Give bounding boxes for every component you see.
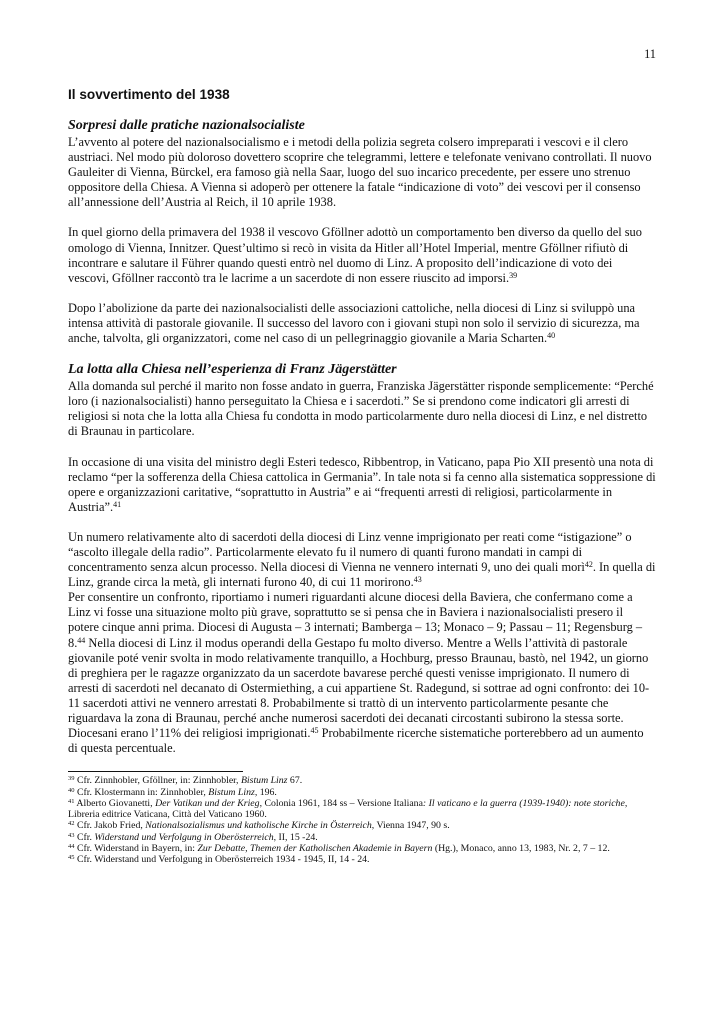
footnote-text: , Colonia 1961, 184 ss – Versione Italiana [259,797,423,809]
footnote-number: 43 [68,831,75,839]
footnote-number: 39 [68,775,75,783]
paragraph-text: In quel giorno della primavera del 1938 il vescovo Gföllner adottò un comportamento ben diverso da quello del suo omologo di Vienna, Innitzer. Quest’ultimo si recò in visita da Hitler all’Hotel Imperial, mentre Gföllner rifiutò di incontrare e salutare il Führer quando questi entrò nel duomo di Linz. A proposito dell’indicazione di voto dei vescovi, Gföllner raccontò tra le lacrime a un sacerdote di non essere riuscito ad imporsi. [68,225,642,285]
footnote [68,832,656,843]
paragraph [68,135,656,210]
page-number: 11 [644,47,656,61]
footnote-text: , Vienna 1947, 90 s. [371,820,450,832]
footnote-text: Cfr. Klostermann in: Zinnhobler, [76,786,209,798]
footnote-text: , 196. [254,786,277,798]
paragraph-text: Probabilmente ricerche sistematiche porterebbero ad un aumento di questa percentuale. [68,726,644,756]
footnote-text: Cfr. Widerstand und Verfolgung in Oberösterreich 1934 - 1945, II, 14 - 24. [76,854,370,866]
footnote-text: Cfr. Widerstand in Bayern, in: [76,843,198,855]
footnote-ref[interactable]: 45 [310,726,319,736]
footnote-divider [68,771,243,772]
paragraph-text: Nella diocesi di Linz il modus operandi della Gestapo fu molto diverso. Mentre a Wells l’attività di pastorale giovanile poté venir svolta in modo relativamente tranquillo, a Hochburg, presso Braunau, bastò, nel 1942, un giorno di preghiera per le ragazze organizzato da un sacerdote bavarese perché questi venisse imprigionato. Il numero di arresti di sacerdoti nel decanato di Ostermiething, a cui appartiene St. Radegund, si sottrae ad ogni confronto: dei 10-11 sacerdoti attivi ne vennero arrestati 8. Probabilmente si trattò di un intervento particolarmente pesante che riguardava la zona di Braunau, perché anche numerosi sacerdoti dei decanati circostanti subirono la stessa sorte. Diocesani erano l’11% dei religiosi imprigionati. [68,635,650,741]
footnote-text: (Hg.), Monaco, anno 13, 1983, Nr. 2, 7 – 12. [432,843,610,855]
footnote-title: Nationalsozialismus und katholische Kirche in Österreich [145,820,372,832]
footnote-number: 42 [68,820,75,828]
chapter-title: Il sovvertimento del 1938 [68,87,230,102]
footnote-text: , II, 15 -24. [273,831,318,843]
section-heading-1: Sorpresi dalle pratiche nazionalsocialiste [68,118,305,133]
footnote-title: Bistum Linz [240,775,288,787]
footnote [68,854,656,865]
footnote-text: Alberto Giovanetti, [76,797,156,809]
paragraph [68,455,656,515]
paragraph [68,379,656,439]
footnote [68,843,656,854]
footnote-title: Der Vatikan und der Krieg [155,797,260,809]
paragraph [68,225,656,285]
footnote-title: : Il vaticano e la guerra (1939-1940): note storiche [422,797,625,809]
footnote [68,798,656,821]
paragraph [68,530,656,590]
footnote-text: Cfr. [76,831,95,843]
footnote [68,787,656,798]
footnote-title: Zur Debatte, Themen der Katholischen Akademie in Bayern [197,843,433,855]
footnote-number: 44 [68,843,75,851]
footnote-ref[interactable]: 40 [547,331,556,341]
footnote-title: Widerstand und Verfolgung in Oberösterreich [94,831,274,843]
footnote-ref[interactable]: 39 [509,270,518,280]
paragraph-text: Alla domanda sul perché il marito non fosse andato in guerra, Franziska Jägerstätter risponde semplicemente: “Perché loro (i nazionalsocialisti) hanno perseguitato la Chiesa e i sacerdoti.” Se si prendono come indicatori gli arresti di religiosi si nota che la lotta alla Chiesa fu condotta in modo particolarmente duro nella diocesi di Linz, e nel distretto di Braunau in particolare. [68,379,654,439]
footnote-text: 67. [287,775,303,787]
footnote-text: , Libreria editrice Vaticana, Città del Vaticano 1960. [68,797,628,821]
footnote [68,820,656,831]
footnote-ref[interactable]: 42 [584,560,593,570]
footnote-text: Cfr. Zinnhobler, Gföllner, in: Zinnhobler, [76,775,241,787]
paragraph-text: . In quella di Linz, grande circa la metà, gli internati furono 40, di cui 11 morirono. [68,560,656,590]
footnote-ref[interactable]: 44 [77,635,86,645]
paragraph [68,301,656,346]
footnote-number: 45 [68,854,75,862]
footnote-number: 41 [68,797,75,805]
paragraph-text: L’avvento al potere del nazionalsocialismo e i metodi della polizia segreta colsero impreparati i vescovi e il clero austriaci. Nel modo più doloroso dovettero scoprire che telegrammi, lettere e telefonate venivano controllati. Il nuovo Gauleiter di Vienna, Bürckel, era famoso già nella Saar, luogo del suo incarico precedente, per essere uno strenuo oppositore della Chiesa. A Vienna si adoperò per ottenere la fatale “indicazione di voto” dei vescovi per il consenso all’annessione dell’Austria al Reich, il 10 aprile 1938. [68,135,652,210]
footnotes [68,775,656,865]
footnote-ref[interactable]: 43 [413,575,422,585]
section-heading-2: La lotta alla Chiesa nell’esperienza di Franz Jägerstätter [68,362,397,378]
footnote-ref[interactable]: 41 [113,499,122,509]
footnote [68,775,656,786]
page-content [68,86,656,866]
footnote-title: Bistum Linz [208,786,255,798]
paragraph-text: Per consentire un confronto, riportiamo i numeri riguardanti alcune diocesi della Baviera, che confermano come a Linz vi fosse una situazione molto più grave, soprattutto se si pensa che in Baviera i nazionalsocialisti presero il potere cinque anni prima. Diocesi di Augusta – 3 internati; Bamberga – 13; Monaco – 9; Passau – 11; Regensburg – 8. [68,590,643,650]
footnote-text: Cfr. Jakob Fried, [76,820,146,832]
footnote-number: 40 [68,786,75,794]
paragraph-text: Un numero relativamente alto di sacerdoti della diocesi di Linz venne imprigionato per reati come “istigazione” o “ascolto illegale della radio”. Particolarmente elevato fu il numero di quanti furono mandati in campi di concentramento senza alcun processo. Nella diocesi di Vienna ne vennero internati 9, uno dei quali morì [68,529,632,575]
paragraph-text: Dopo l’abolizione da parte dei nazionalsocialisti delle associazioni cattoliche, nella diocesi di Linz si sviluppò una intensa attività di pastorale giovanile. Il successo del lavoro con i giovani stupì non solo il servizio di sicurezza, ma anche, talvolta, gli organizzatori, come nel caso di un pellegrinaggio giovanile a Maria Scharten. [68,300,640,346]
paragraph [68,590,656,756]
paragraph-text: In occasione di una visita del ministro degli Esteri tedesco, Ribbentrop, in Vaticano, papa Pio XII presentò una nota di reclamo “per la sofferenza della Chiesa cattolica in Germania”. In tale nota si fa cenno alla sistematica soppressione di opere e organizzazioni caritative, “soprattutto in Austria” e ai “frequenti arresti di religiosi, particolarmente in Austria”. [68,454,656,514]
